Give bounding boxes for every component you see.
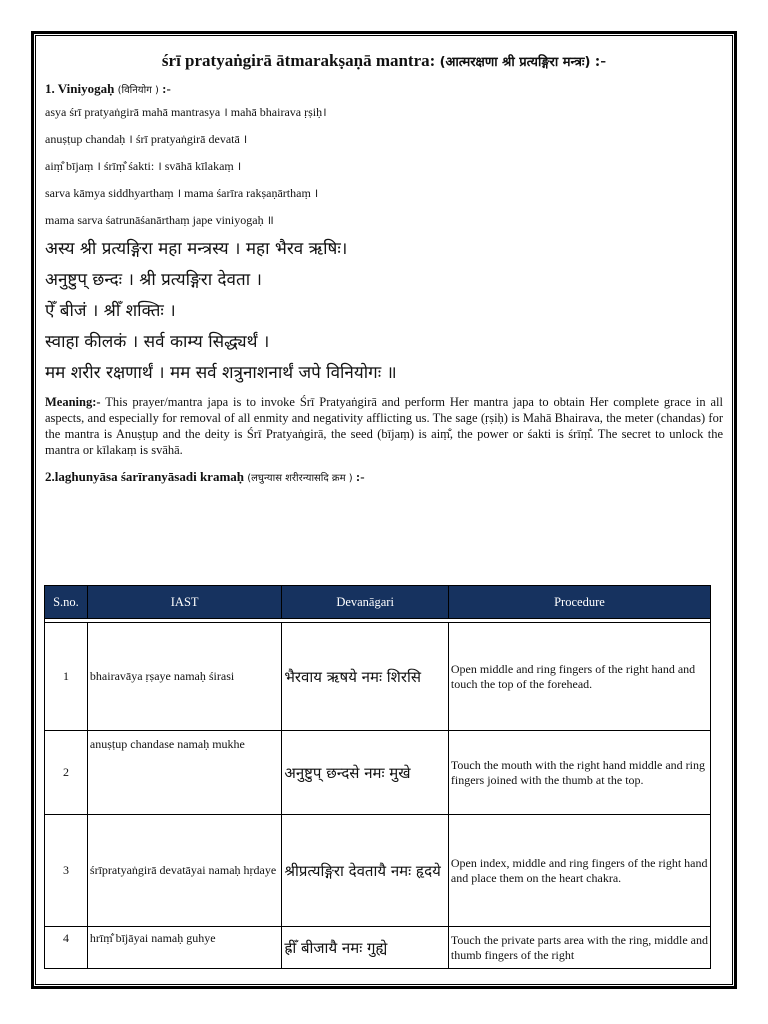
title-suffix: :- <box>590 51 607 70</box>
cell-devanagari: श्रीप्रत्यङ्गिरा देवतायै नमः हृदये <box>282 815 449 927</box>
cell-iast: bhairavāya ṛṣaye namaḥ śirasi <box>87 623 281 731</box>
cell-devanagari: अनुष्टुप् छन्दसे नमः मुखे <box>282 731 449 815</box>
cell-procedure: Open index, middle and ring fingers of the right hand and place them on the heart chakra. <box>448 815 710 927</box>
document-title <box>45 50 723 72</box>
cell-sno: 1 <box>45 623 88 731</box>
devanagari-line: अनुष्टुप् छन्दः । श्री प्रत्यङ्गिरा देवता । <box>45 270 262 290</box>
nyasa-procedure-table <box>44 585 711 969</box>
iast-line: asya śrī pratyaṅgirā mahā mantrasya । mahā bhairava ṛṣiḥ। <box>45 105 327 119</box>
document-body <box>45 40 723 487</box>
iast-line: sarva kāmya siddhyarthaṃ । mama śarīra rakṣaṇārthaṃ । <box>45 186 319 200</box>
column-header-iast: IAST <box>87 586 281 619</box>
table-row <box>45 731 711 815</box>
cell-devanagari: ह्रीँ बीजायै नमः गुह्ये <box>282 927 449 969</box>
cell-iast: anuṣṭup chandase namaḥ mukhe <box>87 731 281 815</box>
iast-line: anuṣṭup chandaḥ । śrī pratyaṅgirā devatā । <box>45 132 248 146</box>
devanagari-line: अस्य श्री प्रत्यङ्गिरा महा मन्त्रस्य । महा भैरव ऋषिः। <box>45 239 348 259</box>
column-header-procedure: Procedure <box>448 586 710 619</box>
cell-procedure: Touch the private parts area with the ring, middle and thumb fingers of the right <box>448 927 710 969</box>
iast-line: mama sarva śatrunāśanārthaṃ jape viniyogaḥ ॥ <box>45 213 274 227</box>
section-heading-viniyoga <box>45 79 723 99</box>
table-row <box>45 815 711 927</box>
column-header-sno: S.no. <box>45 586 88 619</box>
devanagari-line: मम शरीर रक्षणार्थं । मम सर्व शत्रुनाशनार्थं जपे विनियोगः ॥ <box>45 363 397 383</box>
table-header-row <box>45 586 711 619</box>
section1-heading-suffix: :- <box>158 81 171 96</box>
section1-heading-devanagari: (विनियोग ) <box>117 85 159 96</box>
title-devanagari: (आत्मरक्षणा श्री प्रत्यङ्गिरा मन्त्रः) <box>439 55 591 70</box>
cell-sno: 4 <box>45 927 88 969</box>
section-heading-nyasa <box>45 467 723 487</box>
section2-heading-devanagari: (लघुन्यास शरीरन्यासदि क्रम ) <box>247 473 353 484</box>
section1-heading: 1. Viniyogaḥ <box>45 81 115 96</box>
table-row <box>45 927 711 969</box>
cell-iast: hrīṃ̐ bījāyai namaḥ guhye <box>87 927 281 969</box>
table-row <box>45 623 711 731</box>
meaning-text: This prayer/mantra japa is to invoke Śrī Pratyaṅgirā and perform Her mantra japa to obtain Her complete grace in all aspects, and especially for removal of all enmity and negativity afflicting us. The sage (ṛṣiḥ) is Mahā Bhairava, the meter (chandas) for the mantra is Anuṣṭup and the deity is Śrī Pratyaṅgirā, the seed (bījaṃ) is aiṃ̐, the power or śakti is śrīṃ̐. The secret to unlock the mantra or kīlakaṃ is svāhā. <box>45 395 723 457</box>
title-iast: śrī pratyaṅgirā ātmarakṣaṇā mantra: <box>161 51 436 70</box>
devanagari-line: स्वाहा कीलकं । सर्व काम्य सिद्ध्यर्थं । <box>45 332 270 352</box>
column-header-devanagari: Devanāgari <box>282 586 449 619</box>
devanagari-line: ऐँ बीजं । श्रीँ शक्तिः । <box>45 301 176 321</box>
iast-line: aiṃ̐ bījaṃ । śrīṃ̐ śakti: । svāhā kīlakaṃ । <box>45 159 242 173</box>
section2-heading-suffix: :- <box>352 469 365 484</box>
meaning-label: Meaning:- <box>45 395 101 409</box>
cell-sno: 2 <box>45 731 88 815</box>
cell-procedure: Open middle and ring fingers of the right hand and touch the top of the forehead. <box>448 623 710 731</box>
cell-procedure: Touch the mouth with the right hand middle and ring fingers joined with the thumb at the top. <box>448 731 710 815</box>
cell-devanagari: भैरवाय ऋषये नमः शिरसि <box>282 623 449 731</box>
cell-iast: śrīpratyaṅgirā devatāyai namaḥ hṛdaye <box>87 815 281 927</box>
meaning-paragraph <box>45 394 723 458</box>
devanagari-verse-block <box>45 234 723 389</box>
section2-heading: 2.laghunyāsa śarīranyāsadi kramaḥ <box>45 469 245 484</box>
iast-verse-block <box>45 99 723 234</box>
cell-sno: 3 <box>45 815 88 927</box>
